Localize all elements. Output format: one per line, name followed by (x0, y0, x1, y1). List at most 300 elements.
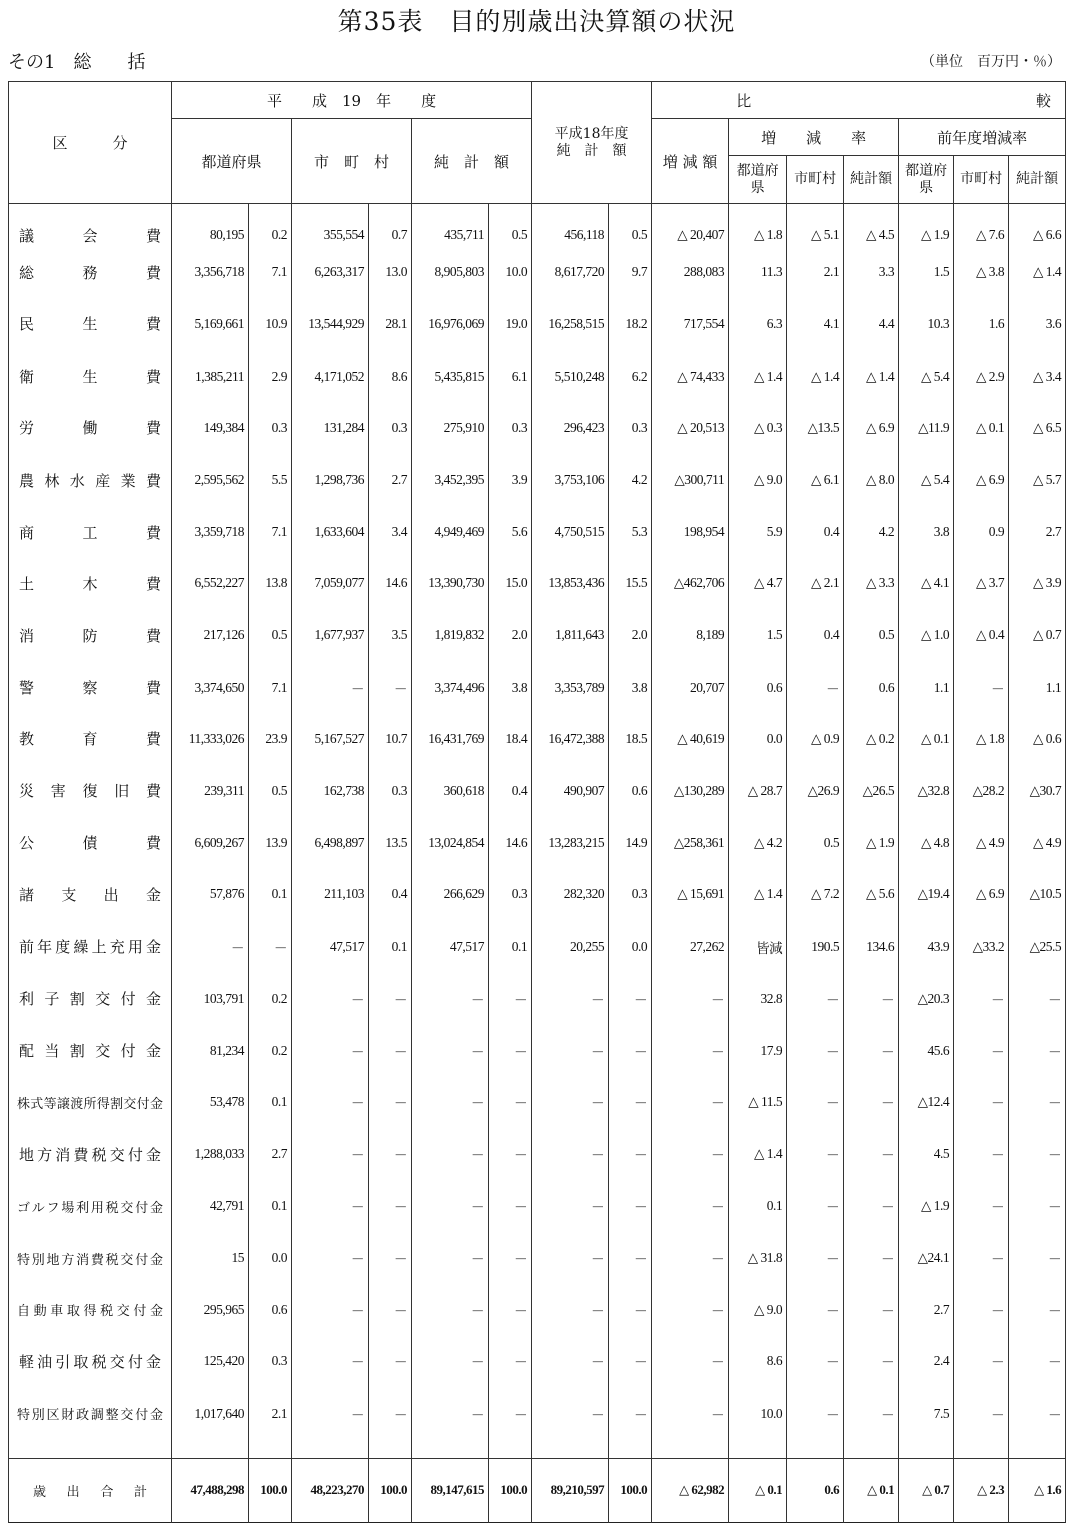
table-cell: － (652, 1284, 729, 1335)
table-cell: 1.1 (1009, 662, 1066, 713)
table-cell: △ 0.1 (844, 1458, 899, 1522)
table-cell: 162,738 (292, 764, 369, 817)
table-cell: 282,320 (532, 868, 609, 920)
table-row (9, 1128, 1066, 1180)
table-cell: － (532, 1180, 609, 1232)
table-cell: 296,423 (532, 402, 609, 453)
table-cell: △ 1.4 (787, 351, 844, 402)
table-cell: － (292, 1025, 369, 1077)
table-cell: 0.0 (249, 1232, 292, 1284)
header-h18 (532, 82, 652, 204)
table-cell: △ 4.9 (1009, 817, 1066, 868)
table-cell: 0.1 (489, 921, 532, 973)
table-cell: － (787, 662, 844, 713)
table-cell: 45.6 (899, 1025, 954, 1077)
header-junkei: 純 計 額 (412, 119, 532, 204)
table-cell: － (652, 973, 729, 1025)
table-cell: 1,288,033 (172, 1128, 249, 1180)
table-cell: △ 4.1 (899, 558, 954, 609)
row-label: 公債費 (9, 817, 172, 868)
table-cell: 2.4 (899, 1335, 954, 1387)
row-label: 土木費 (9, 558, 172, 609)
table-row (9, 1025, 1066, 1077)
table-cell: 5,510,248 (532, 351, 609, 402)
table-cell: 4,949,469 (412, 507, 489, 558)
table-cell: 3,356,718 (172, 248, 249, 296)
row-label: 民生費 (9, 296, 172, 351)
table-cell: △ 9.0 (729, 454, 787, 507)
table-cell: － (787, 1180, 844, 1232)
table-cell: 3.6 (1009, 296, 1066, 351)
header-h18-line2: 純 計 額 (556, 142, 627, 159)
table-cell: 1.5 (899, 248, 954, 296)
table-cell: 0.1 (369, 921, 412, 973)
table-cell: △10.5 (1009, 868, 1066, 920)
table-cell: 239,311 (172, 764, 249, 817)
table-body (9, 204, 1066, 1523)
table-cell: － (1009, 1128, 1066, 1180)
table-cell: 0.4 (787, 609, 844, 662)
header-zennen: 前年度増減率 (899, 119, 1066, 156)
table-cell: － (652, 1077, 729, 1128)
row-label: 配当割交付金 (9, 1025, 172, 1077)
table-row (9, 973, 1066, 1025)
table-cell: － (412, 1025, 489, 1077)
table-cell: 5,167,527 (292, 713, 369, 764)
spacer-row (9, 1440, 1066, 1459)
table-cell: 1,298,736 (292, 454, 369, 507)
table-cell: － (954, 1388, 1009, 1440)
table-cell: △ 0.7 (1009, 609, 1066, 662)
table-cell: △20.3 (899, 973, 954, 1025)
table-cell: 5.6 (489, 507, 532, 558)
table-cell: － (844, 1284, 899, 1335)
table-cell: 9.7 (609, 248, 652, 296)
table-cell: 1.5 (729, 609, 787, 662)
table-cell: 42,791 (172, 1180, 249, 1232)
table-cell: － (172, 921, 249, 973)
table-cell: 456,118 (532, 222, 609, 248)
table-cell: △ 4.2 (729, 817, 787, 868)
table-cell: － (369, 662, 412, 713)
table-cell: 7.1 (249, 248, 292, 296)
table-cell: 2.7 (369, 454, 412, 507)
unit-label: （単位 百万円・％） (921, 54, 1061, 70)
table-cell: 7.5 (899, 1388, 954, 1440)
table-cell: △ 0.2 (844, 713, 899, 764)
table-cell: 355,554 (292, 222, 369, 248)
table-cell: 0.5 (787, 817, 844, 868)
table-cell: 1,385,211 (172, 351, 249, 402)
table-cell: △ 2.9 (954, 351, 1009, 402)
table-cell: 8.6 (729, 1335, 787, 1387)
total-row (9, 1458, 1066, 1522)
table-cell: △462,706 (652, 558, 729, 609)
table-cell: － (532, 1025, 609, 1077)
table-cell: － (954, 1232, 1009, 1284)
row-label: 総務費 (9, 248, 172, 296)
table-cell: － (844, 1335, 899, 1387)
table-cell: 134.6 (844, 921, 899, 973)
table-cell: 1,633,604 (292, 507, 369, 558)
table-cell: △258,361 (652, 817, 729, 868)
table-row (9, 296, 1066, 351)
table-cell: － (844, 1077, 899, 1128)
table-cell: － (489, 1388, 532, 1440)
table-cell: － (1009, 1284, 1066, 1335)
table-cell: △ 1.4 (729, 868, 787, 920)
table-cell: 295,965 (172, 1284, 249, 1335)
table-cell: － (369, 1025, 412, 1077)
table-cell: 13.0 (369, 248, 412, 296)
table-cell: － (292, 1232, 369, 1284)
header-h19: 平 成 19 年 度 (172, 82, 532, 119)
table-cell: 13.5 (369, 817, 412, 868)
table-cell: 3.8 (609, 662, 652, 713)
table-cell: 2.7 (899, 1284, 954, 1335)
table-cell: △32.8 (899, 764, 954, 817)
table-cell: 0.4 (369, 868, 412, 920)
table-cell: － (652, 1025, 729, 1077)
table-cell: － (292, 1180, 369, 1232)
table-row (9, 1077, 1066, 1128)
table-cell: － (292, 1335, 369, 1387)
spacer-row (9, 204, 1066, 223)
header-hikaku-right: 較 (1035, 91, 1051, 110)
table-cell: △ 6.1 (787, 454, 844, 507)
table-cell: 4.1 (787, 296, 844, 351)
table-cell: － (609, 973, 652, 1025)
table-cell: △ 5.1 (787, 222, 844, 248)
table-cell: △ 6.9 (954, 868, 1009, 920)
table-cell: △ 62,982 (652, 1458, 729, 1522)
table-cell: 2.7 (1009, 507, 1066, 558)
table-cell: － (652, 1335, 729, 1387)
table-cell: △ 0.7 (899, 1458, 954, 1522)
table-row (9, 222, 1066, 248)
table-cell: 13,544,929 (292, 296, 369, 351)
table-cell: △19.4 (899, 868, 954, 920)
table-cell: 13.8 (249, 558, 292, 609)
table-cell: 3.8 (489, 662, 532, 713)
table-cell: 360,618 (412, 764, 489, 817)
table-cell: 10.7 (369, 713, 412, 764)
table-cell: － (489, 1284, 532, 1335)
row-label: 教育費 (9, 713, 172, 764)
table-cell: 3,374,496 (412, 662, 489, 713)
table-cell: △ 3.8 (954, 248, 1009, 296)
table-cell: 2,595,562 (172, 454, 249, 507)
table-cell: 0.9 (954, 507, 1009, 558)
table-cell: △ 7.6 (954, 222, 1009, 248)
table-cell: △ 1.4 (844, 351, 899, 402)
table-cell: － (844, 1232, 899, 1284)
header-hikaku (652, 82, 1066, 119)
table-cell: － (489, 973, 532, 1025)
table-cell: － (532, 1232, 609, 1284)
table-cell: 6,609,267 (172, 817, 249, 868)
table-cell: 13,853,436 (532, 558, 609, 609)
table-cell: 0.1 (249, 1077, 292, 1128)
table-cell: 14.6 (369, 558, 412, 609)
table-cell: △26.5 (844, 764, 899, 817)
table-row (9, 402, 1066, 453)
table-cell: 6.2 (609, 351, 652, 402)
table-cell: － (249, 921, 292, 973)
table-cell: 266,629 (412, 868, 489, 920)
table-cell: △33.2 (954, 921, 1009, 973)
table-cell: － (369, 1128, 412, 1180)
row-label: 労働費 (9, 402, 172, 453)
table-cell: △ 0.1 (954, 402, 1009, 453)
table-cell: 皆減 (729, 921, 787, 973)
table-cell: 7.1 (249, 507, 292, 558)
table-cell: △ 0.1 (899, 713, 954, 764)
table-cell: 131,284 (292, 402, 369, 453)
table-cell: 2.1 (787, 248, 844, 296)
row-label: 利子割交付金 (9, 973, 172, 1025)
table-cell: － (532, 973, 609, 1025)
table-cell: 20,707 (652, 662, 729, 713)
header-sub2-todofuken: 都道府県 (899, 156, 954, 204)
row-label: 特別区財政調整交付金 (9, 1388, 172, 1440)
table-cell: △ 5.6 (844, 868, 899, 920)
table-cell: 0.4 (787, 507, 844, 558)
row-label: 商工費 (9, 507, 172, 558)
table-cell: － (369, 1232, 412, 1284)
table-cell: △24.1 (899, 1232, 954, 1284)
table-cell: △ 20,513 (652, 402, 729, 453)
table-cell: － (489, 1128, 532, 1180)
row-label: 株式等譲渡所得割交付金 (9, 1077, 172, 1128)
table-cell: △ 1.9 (844, 817, 899, 868)
header-sub-shichoson: 市町村 (787, 156, 844, 204)
table-row (9, 921, 1066, 973)
table-cell: － (609, 1232, 652, 1284)
table-cell: 0.6 (609, 764, 652, 817)
table-cell: － (1009, 1335, 1066, 1387)
table-cell: 4.2 (609, 454, 652, 507)
table-cell: △ 3.9 (1009, 558, 1066, 609)
table-cell: － (292, 662, 369, 713)
row-label: 前年度繰上充用金 (9, 921, 172, 973)
table-cell: － (954, 1335, 1009, 1387)
table-cell: △ 3.7 (954, 558, 1009, 609)
table-cell: 2.9 (249, 351, 292, 402)
table-cell: 8,189 (652, 609, 729, 662)
table-cell: △ 5.7 (1009, 454, 1066, 507)
table-cell: － (292, 1388, 369, 1440)
table-cell: － (412, 1128, 489, 1180)
table-cell: △ 0.9 (787, 713, 844, 764)
table-cell: 0.5 (844, 609, 899, 662)
table-cell: 27,262 (652, 921, 729, 973)
table-cell: － (954, 1128, 1009, 1180)
table-cell: 0.5 (609, 222, 652, 248)
table-cell: － (489, 1232, 532, 1284)
table-cell: 3,753,106 (532, 454, 609, 507)
table-cell: － (844, 1388, 899, 1440)
table-cell: 18.2 (609, 296, 652, 351)
table-cell: △ 0.4 (954, 609, 1009, 662)
table-cell: 14.6 (489, 817, 532, 868)
row-label: 警察費 (9, 662, 172, 713)
table-cell: 13,024,854 (412, 817, 489, 868)
table-cell: 17.9 (729, 1025, 787, 1077)
header-sub-todofuken: 都道府県 (729, 156, 787, 204)
table-cell: 288,083 (652, 248, 729, 296)
table-cell: － (412, 1232, 489, 1284)
table-cell: 47,488,298 (172, 1458, 249, 1522)
table-row (9, 1335, 1066, 1387)
table-cell: △ 0.6 (1009, 713, 1066, 764)
table-cell: △ 3.4 (1009, 351, 1066, 402)
table-cell: 190.5 (787, 921, 844, 973)
table-cell: 4.2 (844, 507, 899, 558)
table-cell: 125,420 (172, 1335, 249, 1387)
table-cell: △30.7 (1009, 764, 1066, 817)
table-cell: 5,435,815 (412, 351, 489, 402)
table-cell: 3,374,650 (172, 662, 249, 713)
row-label: 消防費 (9, 609, 172, 662)
header-todofuken: 都道府県 (172, 119, 292, 204)
table-cell: 47,517 (292, 921, 369, 973)
table-cell: △ 0.3 (729, 402, 787, 453)
table-cell: 14.9 (609, 817, 652, 868)
table-cell: － (412, 1180, 489, 1232)
table-cell: 217,126 (172, 609, 249, 662)
table-row (9, 558, 1066, 609)
table-cell: 100.0 (609, 1458, 652, 1522)
table-cell: 16,431,769 (412, 713, 489, 764)
table-cell: 0.1 (249, 1180, 292, 1232)
table-cell: － (954, 1180, 1009, 1232)
table-cell: 5.3 (609, 507, 652, 558)
table-cell: △ 1.8 (729, 222, 787, 248)
table-cell: △ 6.5 (1009, 402, 1066, 453)
table-cell: △ 6.9 (844, 402, 899, 453)
header-h18-line1: 平成18年度 (554, 125, 629, 142)
table-cell: 0.1 (729, 1180, 787, 1232)
table-cell: 2.0 (609, 609, 652, 662)
table-cell: 3.5 (369, 609, 412, 662)
table-cell: △ 5.4 (899, 454, 954, 507)
table-cell: － (489, 1180, 532, 1232)
table-row (9, 248, 1066, 296)
table-cell: △25.5 (1009, 921, 1066, 973)
table-cell: 57,876 (172, 868, 249, 920)
table-cell: △ 15,691 (652, 868, 729, 920)
table-cell: － (652, 1128, 729, 1180)
table-cell: － (1009, 1180, 1066, 1232)
table-cell: 0.0 (729, 713, 787, 764)
table-cell: 13,283,215 (532, 817, 609, 868)
table-cell: 10.9 (249, 296, 292, 351)
table-cell: 1,017,640 (172, 1388, 249, 1440)
table-cell: － (369, 1284, 412, 1335)
table-cell: － (412, 1388, 489, 1440)
table-cell: 0.5 (249, 764, 292, 817)
table-cell: － (609, 1388, 652, 1440)
table-cell: 0.7 (369, 222, 412, 248)
table-cell: △11.9 (899, 402, 954, 453)
table-cell: － (1009, 1388, 1066, 1440)
header-hikaku-left: 比 (736, 91, 752, 110)
table-cell: 0.2 (249, 222, 292, 248)
table-cell: 8,905,803 (412, 248, 489, 296)
table-cell: 3,452,395 (412, 454, 489, 507)
table-cell: △ 1.4 (1009, 248, 1066, 296)
table-cell: － (532, 1128, 609, 1180)
table-cell: 0.3 (489, 868, 532, 920)
table-row (9, 764, 1066, 817)
table-cell: 6.3 (729, 296, 787, 351)
table-cell: 19.0 (489, 296, 532, 351)
table-cell: 18.5 (609, 713, 652, 764)
table-cell: － (844, 973, 899, 1025)
table-cell: △ 1.0 (899, 609, 954, 662)
table-row (9, 609, 1066, 662)
table-cell: 0.3 (249, 402, 292, 453)
table-cell: － (1009, 1077, 1066, 1128)
table-cell: － (609, 1335, 652, 1387)
table-cell: 4,750,515 (532, 507, 609, 558)
table-row (9, 1232, 1066, 1284)
table-cell: － (844, 1128, 899, 1180)
table-cell: － (609, 1284, 652, 1335)
table-cell: △ 6.9 (954, 454, 1009, 507)
table-cell: 717,554 (652, 296, 729, 351)
table-cell: － (532, 1284, 609, 1335)
table-cell: 2.1 (249, 1388, 292, 1440)
table-cell: 48,223,270 (292, 1458, 369, 1522)
table-cell: △ 11.5 (729, 1077, 787, 1128)
table-cell: － (844, 1180, 899, 1232)
table-cell: 103,791 (172, 973, 249, 1025)
table-cell: 6,263,317 (292, 248, 369, 296)
row-label: 軽油引取税交付金 (9, 1335, 172, 1387)
table-cell: － (489, 1335, 532, 1387)
table-cell: △28.2 (954, 764, 1009, 817)
table-cell: 0.3 (369, 764, 412, 817)
table-cell: － (489, 1025, 532, 1077)
table-cell: △ 4.5 (844, 222, 899, 248)
table-cell: △ 1.6 (1009, 1458, 1066, 1522)
table-subtitle: その1 総 括 (8, 52, 146, 73)
row-label: 自動車取得税交付金 (9, 1284, 172, 1335)
table-cell: △ 28.7 (729, 764, 787, 817)
table-cell: － (1009, 1232, 1066, 1284)
table-cell: 3,359,718 (172, 507, 249, 558)
table-cell: 15 (172, 1232, 249, 1284)
table-cell: － (787, 1284, 844, 1335)
table-cell: － (954, 1284, 1009, 1335)
table-cell: 198,954 (652, 507, 729, 558)
table-cell: △ 0.1 (729, 1458, 787, 1522)
table-cell: 16,258,515 (532, 296, 609, 351)
table-cell: 490,907 (532, 764, 609, 817)
table-cell: － (412, 1335, 489, 1387)
table-cell: 3.8 (899, 507, 954, 558)
table-cell: △ 5.4 (899, 351, 954, 402)
table-cell: 5,169,661 (172, 296, 249, 351)
table-cell: △ 1.4 (729, 351, 787, 402)
row-label: 諸支出金 (9, 868, 172, 920)
table-cell: △ 1.9 (899, 222, 954, 248)
table-cell: － (532, 1335, 609, 1387)
table-cell: 0.6 (249, 1284, 292, 1335)
table-cell: 6,552,227 (172, 558, 249, 609)
